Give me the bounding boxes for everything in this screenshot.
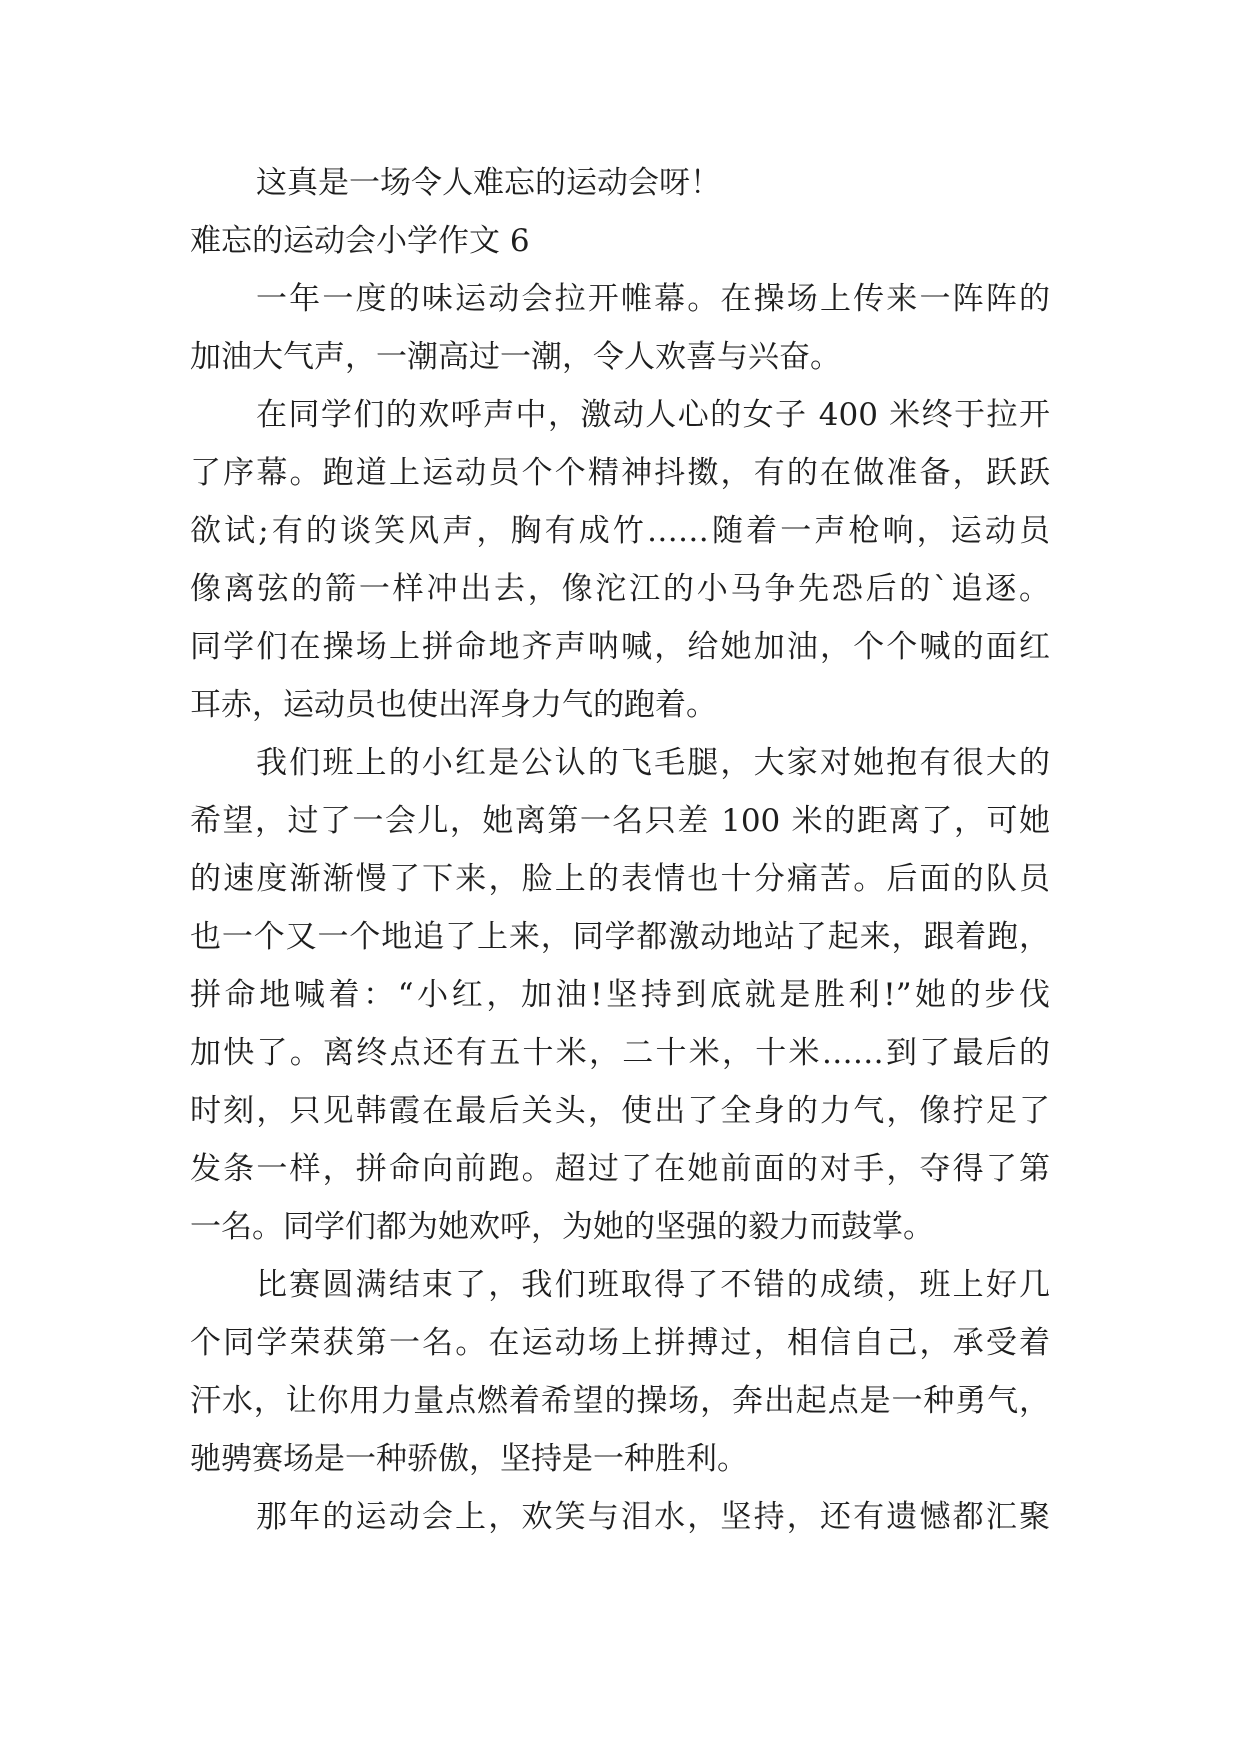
text-line: 欲试;有的谈笑风声，胸有成竹……随着一声枪响，运动员 xyxy=(190,513,1050,549)
text-line: 个同学荣获第一名。在运动场上拼搏过，相信自己，承受着 xyxy=(190,1325,1050,1361)
text-line: 我们班上的小红是公认的飞毛腿，大家对她抱有很大的 xyxy=(256,745,1050,781)
text-line: 那年的运动会上，欢笑与泪水，坚持，还有遗憾都汇聚 xyxy=(256,1499,1050,1535)
text-line: 耳赤，运动员也使出浑身力气的跑着。 xyxy=(190,687,717,723)
text-line: 拼命地喊着：“小红，加油!坚持到底就是胜利!”她的步伐 xyxy=(190,977,1050,1013)
text-line: 驰骋赛场是一种骄傲，坚持是一种胜利。 xyxy=(190,1441,748,1477)
document-body xyxy=(190,154,1050,1546)
text-line: 加快了。离终点还有五十米，二十米，十米……到了最后的 xyxy=(190,1035,1050,1071)
paragraph xyxy=(190,1256,1050,1488)
text-line: 像离弦的箭一样冲出去，像沱江的小马争先恐后的`追逐。 xyxy=(190,571,1050,607)
text-line: 发条一样，拼命向前跑。超过了在她前面的对手，夺得了第 xyxy=(190,1151,1050,1187)
text-line: 希望，过了一会儿，她离第一名只差 100 米的距离了，可她 xyxy=(190,803,1050,839)
text-line: 也一个又一个地追了上来，同学都激动地站了起来，跟着跑， xyxy=(190,919,1050,955)
text-line: 的速度渐渐慢了下来，脸上的表情也十分痛苦。后面的队员 xyxy=(190,861,1050,897)
text-line: 一名。同学们都为她欢呼，为她的坚强的毅力而鼓掌。 xyxy=(190,1209,934,1245)
paragraph xyxy=(190,734,1050,1256)
paragraph xyxy=(190,1488,1050,1546)
text-line: 在同学们的欢呼声中，激动人心的女子 400 米终于拉开 xyxy=(256,397,1050,433)
text-line: 比赛圆满结束了，我们班取得了不错的成绩，班上好几 xyxy=(256,1267,1050,1303)
text-line: 同学们在操场上拼命地齐声呐喊，给她加油，个个喊的面红 xyxy=(190,629,1050,665)
text-line: 加油大气声，一潮高过一潮，令人欢喜与兴奋。 xyxy=(190,339,841,375)
text-line: 时刻，只见韩霞在最后关头，使出了全身的力气，像拧足了 xyxy=(190,1093,1050,1129)
essay-title: 难忘的运动会小学作文 6 xyxy=(190,223,530,259)
paragraph xyxy=(190,386,1050,734)
paragraph xyxy=(190,270,1050,386)
closing-line: 这真是一场令人难忘的运动会呀！ xyxy=(256,165,721,201)
text-line: 了序幕。跑道上运动员个个精神抖擞，有的在做准备，跃跃 xyxy=(190,455,1050,491)
text-line: 一年一度的味运动会拉开帷幕。在操场上传来一阵阵的 xyxy=(256,281,1050,317)
text-line: 汗水，让你用力量点燃着希望的操场，奔出起点是一种勇气， xyxy=(190,1383,1050,1419)
